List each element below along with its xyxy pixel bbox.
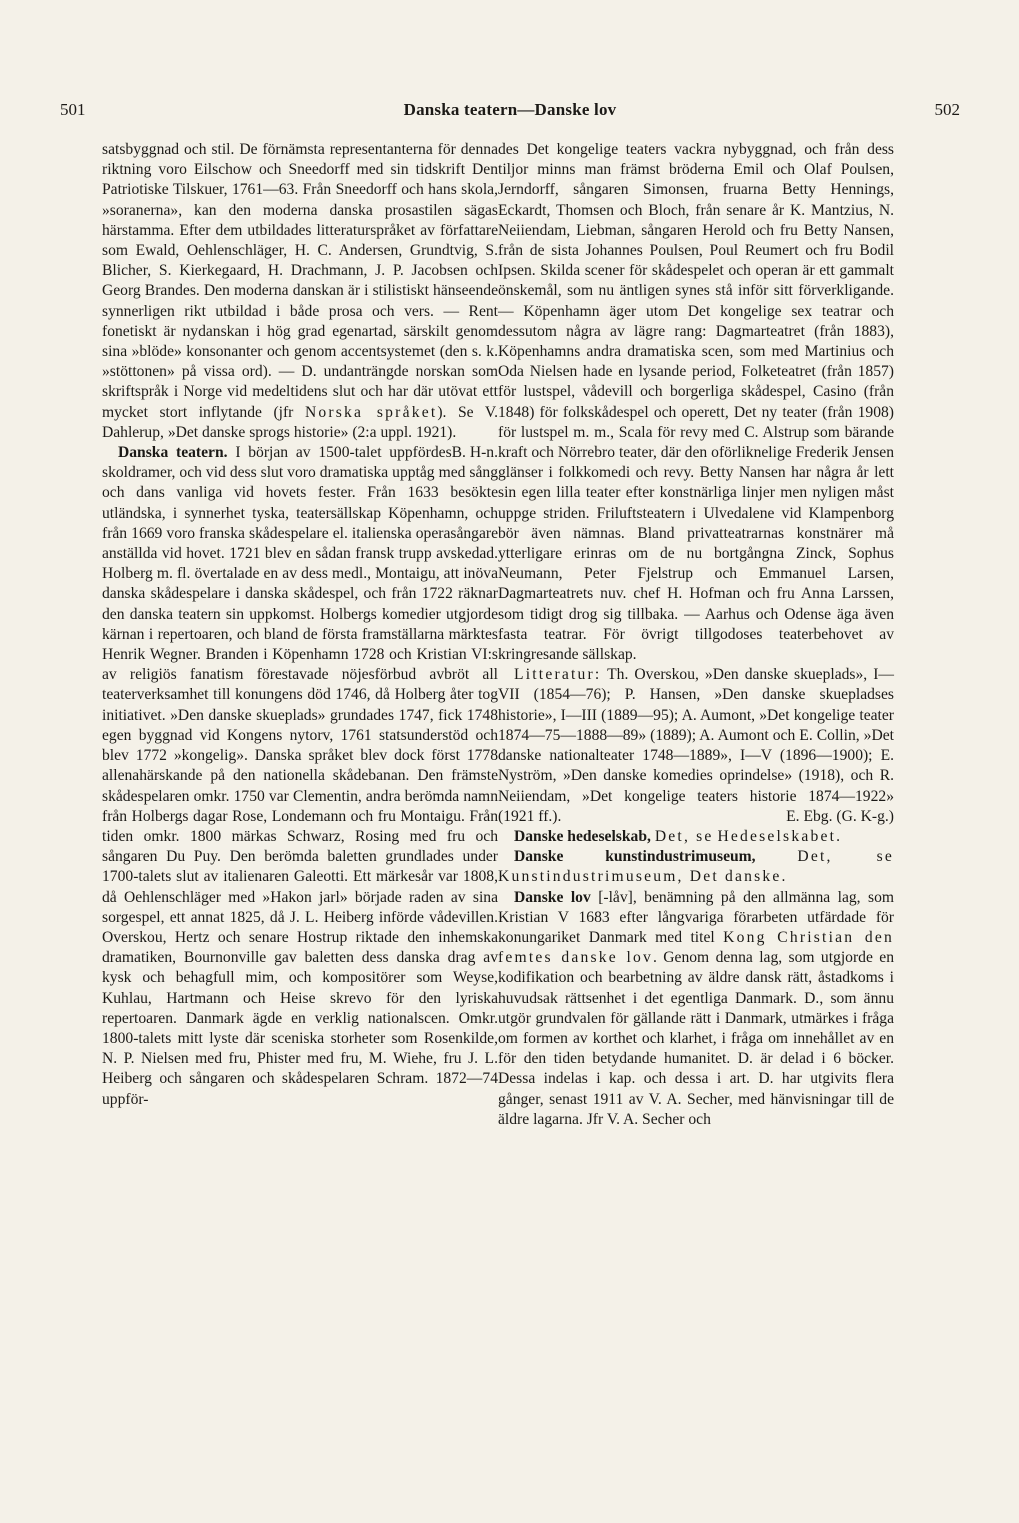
cross-reference: Hedeselskabet <box>717 827 837 845</box>
entry-text: Det, se <box>654 827 714 845</box>
paragraph-text: satsbyggnad och stil. De förnämsta representanterna för denna riktning voro Eilschow och Sneedorff med sin tidskrift Den Patriotiske Tilskuer, 1761—63. Från Sneedorff och hans skola, »soranerna», kan den moderna danska prosastilen sägas härstamma. Efter dem utbildades litteraturspråket av författare som Ewald, Oehlenschläger, H. C. Andersen, Grundtvig, S. Blicher, S. Kierkegaard, H. Drachmann, J. P. Jacobsen och Georg Brandes. Den moderna danskan är i stilistiskt hänseende synnerligen rikt utbildad i både prosa och vers. — Rent fonetiskt är nydanskan i hög grad egenartad, särskilt genom sina »blöde» konsonanter och genom accentsystemet (den s. k. »stöttonen» på vissa ord). — D. undanträngde norskan som skriftspråk i Norge vid medeltidens slut och har där utövat ett mycket stort inflytande (jfr <box>102 141 498 421</box>
left-column <box>102 140 498 1110</box>
entry-headword: Danske hedeselskab, <box>514 827 651 845</box>
right-column <box>498 140 894 1130</box>
litteratur-label: Litteratur: <box>514 666 602 684</box>
entry-danske-lov <box>498 888 894 1130</box>
entry-danske-kunstindustrimuseum: Danske kunstindustrimuseum, Det, se Kunstindustrimuseum, Det danske. <box>498 848 894 886</box>
entry-danska-teatern <box>102 443 498 1110</box>
litteratur-text: Th. Overskou, »Den danske skueplads», I—VII (1854—76); P. Hansen, »Den danske skuepladses historie», I—III (1889—95); A. Aumont, »Det kongelige teater 1874—75—1888—89» (1889); A. Aumont och E. Collin, »Det danske nationalteater 1748—1889», I—V (1896—1900); E. Nyström, »Den danske komedies oprindelse» (1918), och R. Neiiendam, »Det kongelige teaters historie 1874—1922» (1921 ff.). <box>498 666 894 825</box>
entry-text: I början av 1500-talet uppfördes skoldramer, och vid dess slut voro dramatiska upptåg med sång och dans vanliga vid hovets fester. Från 1633 besökte utländska, i synnerhet tyska, teatersällskap Köpenhamn, och från 1669 voro franska skådespelare el. italienska operasångare anställda vid hovet. 1721 blev en sådan fransk trupp avskedad. Holberg m. fl. övertalade en av dess medl., Montaigu, att inöva danska skådespelare i danska skådespel, och från 1722 räknar den danska teatern sin uppkomst. Holbergs komedier utgjorde kärnan i repertoaren, och bland de första framställarna märktes Henrik Wegner. Branden i Köpenhamn 1728 och Kristian VI:s av religiös fanatism förestavade nöjesförbud avbröt all teaterverksamhet till konungens död 1746, då Holberg åter tog initiativet. »Den danske skueplads» grundades 1747, fick 1748 egen byggnad vid Kongens nytorv, 1761 statsunderstöd och blev 1772 »kongelig». Danska språket blev dock först 1778 allenahärskande på den nationella skådebanan. Den främste skådespelaren omkr. 1750 var Clementin, andra berömda namn från Holbergs dagar Rose, Londemann och fru Montaigu. Från tiden omkr. 1800 märkas Schwarz, Rosing med fru och sångaren Du Puy. Den berömda baletten grundlades under 1700-talets slut av italienaren Galeotti. Ett märkesår var 1808, då Oehlenschläger med »Hakon jarl» började raden av sina sorgespel, ett annat 1825, då J. L. Heiberg införde vådevillen. Overskou, Hertz och senare Hostrup riktade den inhemska dramatiken, Bournonville gav baletten dess danska drag av kysk och behagfull mim, och kompositörer som Weyse, Kuhlau, Hartmann och Heise skrevo för den lyriska repertoaren. Danmark ägde en verklig nationalscen. Omkr. 1800-talets mitt lyste där sceniska storheter som Rosenkilde, N. P. Nielsen med fru, Phister med fru, M. Wiehe, fru J. L. Heiberg och sångaren och skådespelaren Schram. 1872—74 uppför- <box>102 444 498 1108</box>
author-signature: E. Ebg. (G. K-g.) <box>786 807 894 825</box>
paragraph-text: ). Se V. Dahlerup, »Det danske sprogs historie» (2:a uppl. 1921). <box>102 403 498 441</box>
page-number-right: 502 <box>934 100 960 119</box>
law-title: Kong Christian den femtes danske lov <box>498 928 894 967</box>
cross-reference: Kunstindustrimuseum, Det danske <box>498 868 782 886</box>
paragraph-danska-teatern-continued <box>498 140 894 665</box>
entry-danske-hedeselskab: Danske hedeselskab, Det, se Hedeselskabet. <box>514 827 841 845</box>
running-title: Danska teatern—Danske lov <box>403 100 617 119</box>
entry-headword: Danske kunstindustrimuseum, <box>514 848 756 866</box>
paragraph-text: des Det kongelige teaters vackra nybyggnad, och från dess tiljor minns man främst bröderna Emil och Olaf Poulsen, Jerndorff, sångaren Simonsen, fruarna Betty Hennings, Eckardt, Thomsen och Bloch, från senare år K. Mantzius, N. Neiiendam, Liebman, sångaren Herold och fru Betty Nansen, från de sista Johannes Poulsen, Poul Reumert och fru Bodil Ipsen. Skilda scener för skådespelet och operan är ett gammalt önskemål, som nu äntligen synes stå inför sitt förverkligande. — Köpenhamn äger utom Det kongelige sex teatrar och dessutom några av lägre rang: Dagmarteatret (från 1883), Köpenhamns andra dramatiska scen, som med Martinius och Oda Nielsen hade en lysande period, Folketeatret (från 1857) för lustspel, vådevill och borgerliga skådespel, Casino (från 1848) för folkskådespel och operett, Det ny teater (från 1908) för lustspel m. m., Scala för revy med C. Alstrup som bärande kraft och Nörrebro teater, där den oförliknelige Frederik Jensen glänser i folkkomedi och revy. Betty Nansen har några år lett sin egen lilla teater efter konstnärliga linjer men nyligen måst uppge striden. Friluftsteatern i Ulvedalene vid Klampenborg bör även nämnas. Bland privatteatrarnas konstnärer må ytterligare erinras om de nu bortgångna Zinck, Sophus Neumann, Peter Fjelstrup och Emmanuel Larsen, Dagmarteatrets nuv. chef H. Hofman och fru Anna Larssen, som tidigt drog sig tillbaka. — Aarhus och Odense äga även fasta teatrar. För övrigt tillgodoses teaterbehovet av kringresande sällskap. <box>498 141 894 664</box>
entry-headword: Danske lov <box>514 888 591 906</box>
author-signature: B. H-n. <box>451 444 498 462</box>
entry-text: Det, se <box>797 848 894 866</box>
entry-headword: Danska teatern. <box>118 444 228 462</box>
entry-text: [-låv], benämning på den allmänna lag, som Kristian V 1683 efter långvariga förarbeten utfärdade för konungariket Danmark med titel <box>498 888 895 946</box>
page-number-left: 501 <box>60 100 86 119</box>
cross-reference: Norska språket <box>304 403 438 421</box>
page-header <box>60 100 960 126</box>
entry-text: . Genom denna lag, som utgjorde en kodifikation och bearbetning av äldre dansk rätt, åstadkoms i huvudsak rättsenhet i det egentliga Danmark. D., som ännu utgör grundvalen för gällande rätt i Danmark, utmärkes i fråga om formen av korthet och klarhet, i fråga om innehållet av en för den tiden betydande humanitet. D. är delad i 6 böcker. Dessa indelas i kap. och dessa i art. D. har utgivits flera gånger, senast 1911 av V. A. Secher, med hänvisningar till de äldre lagarna. Jfr V. A. Secher och <box>498 949 894 1128</box>
paragraph-litteratur <box>498 665 894 827</box>
